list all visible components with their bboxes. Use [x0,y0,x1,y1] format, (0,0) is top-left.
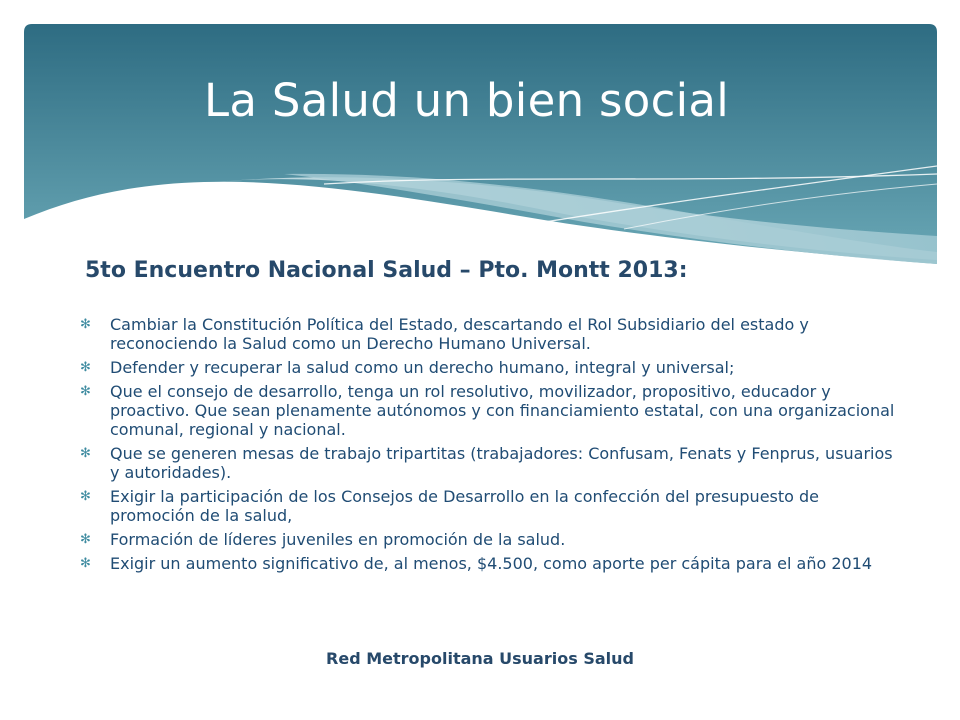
list-item [78,382,898,439]
asterisk-icon: ✻ [80,489,91,504]
asterisk-icon: ✻ [80,556,91,571]
list-item [78,487,898,525]
bullet-text: Formación de líderes juveniles en promoción de la salud. [110,530,566,549]
bullet-text: Que se generen mesas de trabajo tripartitas (trabajadores: Confusam, Fenats y Fenprus, usuarios y autoridades). [110,444,893,482]
bullet-text: Exigir un aumento significativo de, al menos, $4.500, como aporte per cápita para el año 2014 [110,554,873,573]
list-item [78,554,898,573]
bullet-text: Cambiar la Constitución Política del Estado, descartando el Rol Subsidiario del estado y reconociendo la Salud como un Derecho Humano Universal. [110,315,809,353]
bullet-text: Exigir la participación de los Consejos de Desarrollo en la confección del presupuesto de promoción de la salud, [110,487,820,525]
list-item [78,358,898,377]
bullet-list [78,315,898,578]
asterisk-icon: ✻ [80,446,91,461]
header-banner [24,24,937,264]
header-wave-graphic [24,24,937,264]
bullet-text: Defender y recuperar la salud como un derecho humano, integral y universal; [110,358,735,377]
asterisk-icon: ✻ [80,360,91,375]
slide-subtitle: 5to Encuentro Nacional Salud – Pto. Montt 2013: [85,258,688,283]
list-item [78,315,898,353]
asterisk-icon: ✻ [80,317,91,332]
bullet-text: Que el consejo de desarrollo, tenga un rol resolutivo, movilizador, propositivo, educador y proactivo. Que sean plenamente autónomos y con financiamiento estatal, con una organizacional comunal, regional y nacional. [110,382,895,439]
asterisk-icon: ✻ [80,532,91,547]
footer-attribution: Red Metropolitana Usuarios Salud [326,649,634,668]
list-item [78,444,898,482]
asterisk-icon: ✻ [80,384,91,399]
list-item [78,530,898,549]
slide-title: La Salud un bien social [204,74,730,127]
